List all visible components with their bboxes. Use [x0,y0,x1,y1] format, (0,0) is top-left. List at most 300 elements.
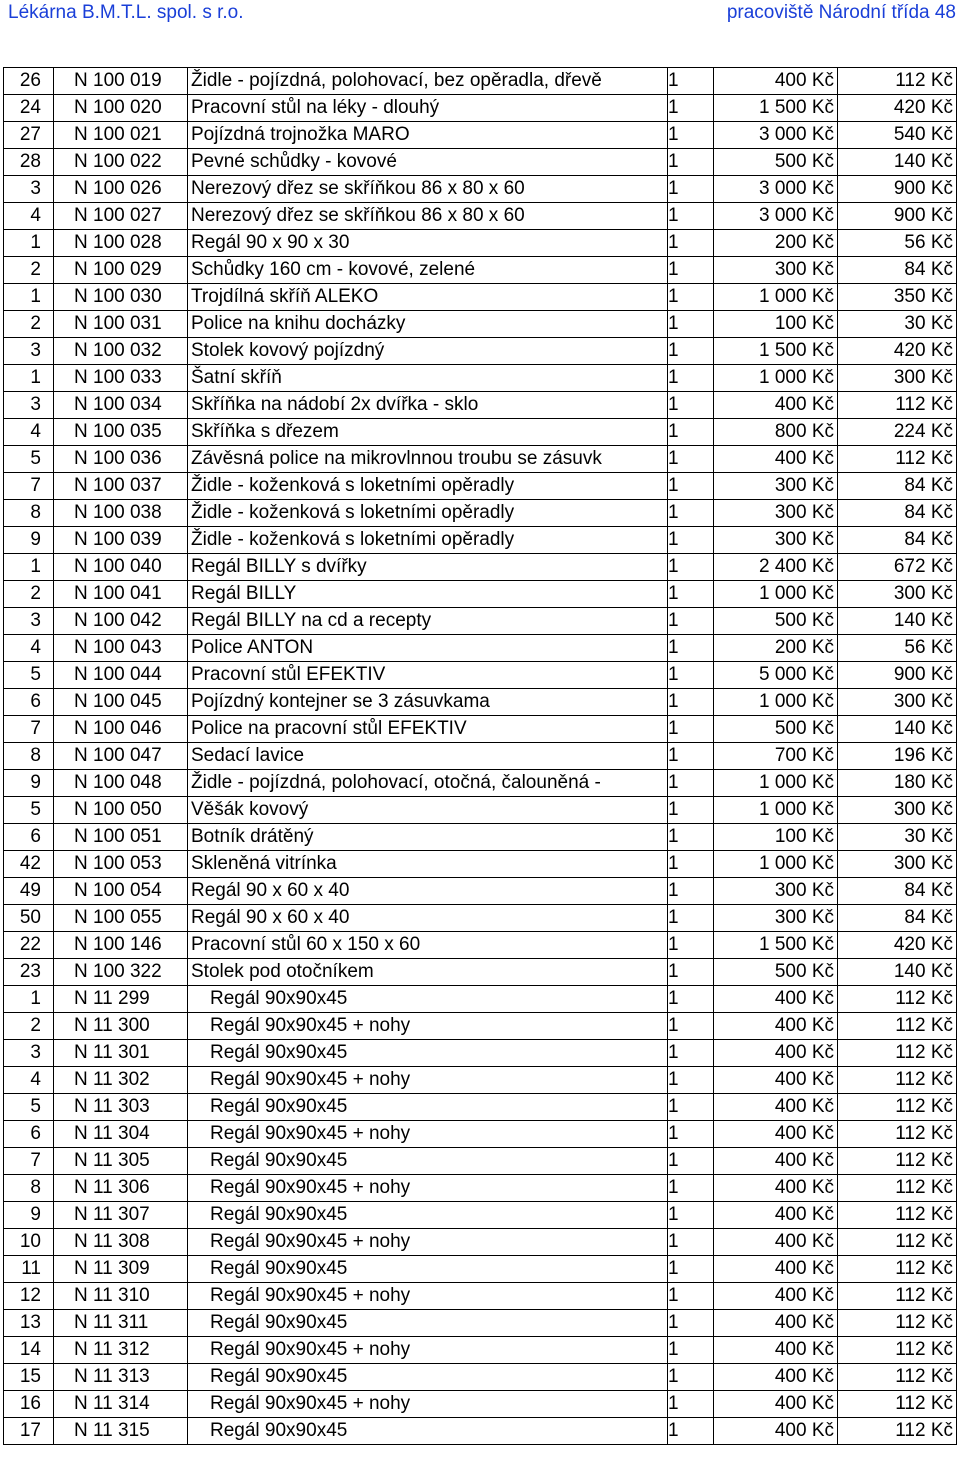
row-number-cell: 4 [4,635,54,662]
table-row [4,1121,957,1148]
inventory-code-cell: N 100 322 [54,959,188,986]
price-cell: 500 Kč [714,716,838,743]
row-number-cell: 14 [4,1337,54,1364]
row-number-cell: 16 [4,1391,54,1418]
item-name-cell: Regál 90x90x45 [188,1364,668,1391]
price-cell: 400 Kč [714,1040,838,1067]
quantity-cell: 1 [668,1094,714,1121]
row-number-cell: 2 [4,257,54,284]
item-name-cell: Nerezový dřez se skříňkou 86 x 80 x 60 [188,176,668,203]
price-cell: 300 Kč [714,905,838,932]
quantity-cell: 1 [668,446,714,473]
table-row [4,257,957,284]
inventory-table [3,67,957,1445]
row-number-cell: 3 [4,338,54,365]
table-row [4,1013,957,1040]
inventory-code-cell: N 100 019 [54,68,188,95]
inventory-code-cell: N 11 307 [54,1202,188,1229]
price-cell: 1 500 Kč [714,95,838,122]
value-cell: 112 Kč [838,1310,957,1337]
value-cell: 112 Kč [838,1229,957,1256]
item-name-cell: Pracovní stůl EFEKTIV [188,662,668,689]
quantity-cell: 1 [668,851,714,878]
row-number-cell: 2 [4,311,54,338]
row-number-cell: 5 [4,446,54,473]
inventory-code-cell: N 100 030 [54,284,188,311]
quantity-cell: 1 [668,95,714,122]
item-name-cell: Pevné schůdky - kovové [188,149,668,176]
value-cell: 112 Kč [838,1391,957,1418]
price-cell: 300 Kč [714,878,838,905]
item-name-cell: Regál BILLY s dvířky [188,554,668,581]
price-cell: 3 000 Kč [714,176,838,203]
quantity-cell: 1 [668,338,714,365]
item-name-cell: Pojízdná trojnožka MARO [188,122,668,149]
quantity-cell: 1 [668,1067,714,1094]
value-cell: 224 Kč [838,419,957,446]
price-cell: 1 000 Kč [714,284,838,311]
table-row [4,230,957,257]
row-number-cell: 1 [4,986,54,1013]
inventory-code-cell: N 100 051 [54,824,188,851]
price-cell: 400 Kč [714,1283,838,1310]
inventory-code-cell: N 100 034 [54,392,188,419]
inventory-code-cell: N 11 315 [54,1418,188,1445]
price-cell: 400 Kč [714,1148,838,1175]
quantity-cell: 1 [668,1310,714,1337]
item-name-cell: Regál BILLY [188,581,668,608]
row-number-cell: 2 [4,1013,54,1040]
quantity-cell: 1 [668,770,714,797]
table-row [4,986,957,1013]
table-row [4,68,957,95]
item-name-cell: Skleněná vitrínka [188,851,668,878]
row-number-cell: 3 [4,176,54,203]
row-number-cell: 42 [4,851,54,878]
value-cell: 420 Kč [838,95,957,122]
table-row [4,743,957,770]
row-number-cell: 50 [4,905,54,932]
value-cell: 672 Kč [838,554,957,581]
value-cell: 112 Kč [838,1067,957,1094]
quantity-cell: 1 [668,527,714,554]
price-cell: 400 Kč [714,1094,838,1121]
quantity-cell: 1 [668,1148,714,1175]
item-name-cell: Regál 90x90x45 [188,1418,668,1445]
table-row [4,635,957,662]
quantity-cell: 1 [668,365,714,392]
row-number-cell: 26 [4,68,54,95]
value-cell: 112 Kč [838,1148,957,1175]
price-cell: 100 Kč [714,824,838,851]
inventory-code-cell: N 11 299 [54,986,188,1013]
quantity-cell: 1 [668,1418,714,1445]
value-cell: 84 Kč [838,257,957,284]
row-number-cell: 5 [4,797,54,824]
item-name-cell: Regál 90x90x45 + nohy [188,1391,668,1418]
value-cell: 84 Kč [838,473,957,500]
item-name-cell: Regál 90x90x45 [188,1310,668,1337]
table-row [4,581,957,608]
item-name-cell: Regál 90 x 60 x 40 [188,905,668,932]
value-cell: 84 Kč [838,527,957,554]
item-name-cell: Židle - koženková s loketními opěradly [188,500,668,527]
row-number-cell: 1 [4,365,54,392]
table-row [4,500,957,527]
table-row [4,1229,957,1256]
row-number-cell: 1 [4,230,54,257]
table-row [4,1310,957,1337]
quantity-cell: 1 [668,824,714,851]
row-number-cell: 8 [4,500,54,527]
table-row [4,1067,957,1094]
table-row [4,1256,957,1283]
quantity-cell: 1 [668,230,714,257]
company-name: Lékárna B.M.T.L. spol. s r.o. [8,2,244,23]
price-cell: 400 Kč [714,1256,838,1283]
inventory-code-cell: N 11 311 [54,1310,188,1337]
table-row [4,554,957,581]
quantity-cell: 1 [668,392,714,419]
row-number-cell: 49 [4,878,54,905]
item-name-cell: Police na pracovní stůl EFEKTIV [188,716,668,743]
row-number-cell: 9 [4,527,54,554]
item-name-cell: Regál 90x90x45 [188,1202,668,1229]
row-number-cell: 6 [4,824,54,851]
price-cell: 400 Kč [714,446,838,473]
row-number-cell: 6 [4,1121,54,1148]
value-cell: 350 Kč [838,284,957,311]
value-cell: 900 Kč [838,662,957,689]
row-number-cell: 27 [4,122,54,149]
row-number-cell: 7 [4,716,54,743]
row-number-cell: 8 [4,743,54,770]
value-cell: 112 Kč [838,1364,957,1391]
price-cell: 400 Kč [714,1337,838,1364]
inventory-code-cell: N 11 309 [54,1256,188,1283]
value-cell: 140 Kč [838,608,957,635]
value-cell: 300 Kč [838,689,957,716]
row-number-cell: 2 [4,581,54,608]
row-number-cell: 23 [4,959,54,986]
item-name-cell: Regál 90x90x45 + nohy [188,1229,668,1256]
inventory-code-cell: N 100 039 [54,527,188,554]
price-cell: 400 Kč [714,1418,838,1445]
quantity-cell: 1 [668,1121,714,1148]
inventory-code-cell: N 11 305 [54,1148,188,1175]
value-cell: 900 Kč [838,203,957,230]
quantity-cell: 1 [668,959,714,986]
item-name-cell: Regál BILLY na cd a recepty [188,608,668,635]
inventory-code-cell: N 100 026 [54,176,188,203]
quantity-cell: 1 [668,635,714,662]
row-number-cell: 3 [4,1040,54,1067]
row-number-cell: 7 [4,1148,54,1175]
inventory-code-cell: N 100 040 [54,554,188,581]
value-cell: 30 Kč [838,311,957,338]
value-cell: 300 Kč [838,581,957,608]
inventory-code-cell: N 11 304 [54,1121,188,1148]
price-cell: 300 Kč [714,257,838,284]
value-cell: 112 Kč [838,1283,957,1310]
inventory-code-cell: N 100 044 [54,662,188,689]
price-cell: 400 Kč [714,1391,838,1418]
item-name-cell: Regál 90x90x45 + nohy [188,1067,668,1094]
table-row [4,122,957,149]
quantity-cell: 1 [668,68,714,95]
value-cell: 900 Kč [838,176,957,203]
value-cell: 112 Kč [838,1337,957,1364]
item-name-cell: Šatní skříň [188,365,668,392]
row-number-cell: 6 [4,689,54,716]
table-row [4,662,957,689]
value-cell: 300 Kč [838,797,957,824]
price-cell: 400 Kč [714,1067,838,1094]
inventory-code-cell: N 100 043 [54,635,188,662]
table-row [4,824,957,851]
inventory-code-cell: N 100 038 [54,500,188,527]
price-cell: 1 000 Kč [714,851,838,878]
quantity-cell: 1 [668,1283,714,1310]
price-cell: 400 Kč [714,986,838,1013]
value-cell: 112 Kč [838,986,957,1013]
price-cell: 1 000 Kč [714,581,838,608]
inventory-code-cell: N 100 028 [54,230,188,257]
row-number-cell: 15 [4,1364,54,1391]
quantity-cell: 1 [668,743,714,770]
row-number-cell: 13 [4,1310,54,1337]
price-cell: 3 000 Kč [714,122,838,149]
item-name-cell: Sedací lavice [188,743,668,770]
item-name-cell: Schůdky 160 cm - kovové, zelené [188,257,668,284]
value-cell: 196 Kč [838,743,957,770]
value-cell: 112 Kč [838,1094,957,1121]
inventory-code-cell: N 11 301 [54,1040,188,1067]
item-name-cell: Regál 90x90x45 [188,1094,668,1121]
inventory-code-cell: N 11 306 [54,1175,188,1202]
item-name-cell: Regál 90x90x45 + nohy [188,1175,668,1202]
item-name-cell: Pracovní stůl 60 x 150 x 60 [188,932,668,959]
quantity-cell: 1 [668,662,714,689]
item-name-cell: Regál 90x90x45 + nohy [188,1337,668,1364]
price-cell: 3 000 Kč [714,203,838,230]
quantity-cell: 1 [668,284,714,311]
row-number-cell: 12 [4,1283,54,1310]
quantity-cell: 1 [668,473,714,500]
quantity-cell: 1 [668,149,714,176]
inventory-code-cell: N 100 042 [54,608,188,635]
item-name-cell: Pracovní stůl na léky - dlouhý [188,95,668,122]
inventory-code-cell: N 100 050 [54,797,188,824]
item-name-cell: Regál 90x90x45 [188,1256,668,1283]
item-name-cell: Regál 90x90x45 [188,986,668,1013]
value-cell: 112 Kč [838,1013,957,1040]
page-header [0,0,960,30]
value-cell: 420 Kč [838,932,957,959]
value-cell: 56 Kč [838,230,957,257]
inventory-code-cell: N 100 053 [54,851,188,878]
quantity-cell: 1 [668,257,714,284]
inventory-code-cell: N 100 029 [54,257,188,284]
table-row [4,851,957,878]
table-row [4,608,957,635]
item-name-cell: Botník drátěný [188,824,668,851]
value-cell: 112 Kč [838,1418,957,1445]
table-row [4,1418,957,1445]
item-name-cell: Regál 90x90x45 + nohy [188,1283,668,1310]
quantity-cell: 1 [668,1175,714,1202]
value-cell: 540 Kč [838,122,957,149]
inventory-code-cell: N 100 054 [54,878,188,905]
value-cell: 112 Kč [838,1202,957,1229]
table-row [4,1364,957,1391]
quantity-cell: 1 [668,1391,714,1418]
inventory-code-cell: N 100 045 [54,689,188,716]
table-row [4,1202,957,1229]
value-cell: 84 Kč [838,905,957,932]
table-row [4,770,957,797]
row-number-cell: 10 [4,1229,54,1256]
value-cell: 112 Kč [838,68,957,95]
item-name-cell: Police na knihu docházky [188,311,668,338]
item-name-cell: Regál 90 x 90 x 30 [188,230,668,257]
inventory-code-cell: N 100 048 [54,770,188,797]
value-cell: 112 Kč [838,446,957,473]
row-number-cell: 9 [4,770,54,797]
inventory-code-cell: N 100 037 [54,473,188,500]
table-row [4,1283,957,1310]
price-cell: 1 500 Kč [714,338,838,365]
quantity-cell: 1 [668,1256,714,1283]
item-name-cell: Židle - koženková s loketními opěradly [188,527,668,554]
price-cell: 700 Kč [714,743,838,770]
item-name-cell: Závěsná police na mikrovlnnou troubu se zásuvk [188,446,668,473]
value-cell: 84 Kč [838,878,957,905]
table-row [4,419,957,446]
value-cell: 112 Kč [838,1175,957,1202]
quantity-cell: 1 [668,716,714,743]
price-cell: 400 Kč [714,1364,838,1391]
row-number-cell: 9 [4,1202,54,1229]
item-name-cell: Židle - koženková s loketními opěradly [188,473,668,500]
table-row [4,1094,957,1121]
workplace-location: pracoviště Národní třída 48 [726,2,956,23]
price-cell: 1 500 Kč [714,932,838,959]
price-cell: 500 Kč [714,608,838,635]
item-name-cell: Stolek kovový pojízdný [188,338,668,365]
table-row [4,689,957,716]
price-cell: 300 Kč [714,527,838,554]
inventory-code-cell: N 100 021 [54,122,188,149]
item-name-cell: Pojízdný kontejner se 3 zásuvkama [188,689,668,716]
price-cell: 500 Kč [714,959,838,986]
price-cell: 400 Kč [714,392,838,419]
item-name-cell: Židle - pojízdná, polohovací, otočná, čalouněná - [188,770,668,797]
inventory-code-cell: N 100 047 [54,743,188,770]
value-cell: 140 Kč [838,959,957,986]
row-number-cell: 8 [4,1175,54,1202]
price-cell: 2 400 Kč [714,554,838,581]
value-cell: 112 Kč [838,392,957,419]
price-cell: 200 Kč [714,230,838,257]
item-name-cell: Regál 90x90x45 + nohy [188,1013,668,1040]
row-number-cell: 4 [4,419,54,446]
inventory-code-cell: N 11 300 [54,1013,188,1040]
quantity-cell: 1 [668,581,714,608]
value-cell: 30 Kč [838,824,957,851]
quantity-cell: 1 [668,419,714,446]
price-cell: 1 000 Kč [714,797,838,824]
inventory-code-cell: N 11 314 [54,1391,188,1418]
row-number-cell: 5 [4,1094,54,1121]
row-number-cell: 5 [4,662,54,689]
table-row [4,284,957,311]
quantity-cell: 1 [668,500,714,527]
item-name-cell: Trojdílná skříň ALEKO [188,284,668,311]
table-row [4,527,957,554]
row-number-cell: 4 [4,203,54,230]
inventory-code-cell: N 11 310 [54,1283,188,1310]
inventory-code-cell: N 100 055 [54,905,188,932]
table-row [4,1391,957,1418]
price-cell: 300 Kč [714,473,838,500]
price-cell: 1 000 Kč [714,689,838,716]
row-number-cell: 28 [4,149,54,176]
table-row [4,392,957,419]
inventory-code-cell: N 100 036 [54,446,188,473]
item-name-cell: Stolek pod otočníkem [188,959,668,986]
table-row [4,473,957,500]
price-cell: 200 Kč [714,635,838,662]
inventory-code-cell: N 100 031 [54,311,188,338]
value-cell: 84 Kč [838,500,957,527]
price-cell: 400 Kč [714,1229,838,1256]
row-number-cell: 1 [4,554,54,581]
row-number-cell: 3 [4,608,54,635]
table-row [4,203,957,230]
row-number-cell: 3 [4,392,54,419]
quantity-cell: 1 [668,932,714,959]
price-cell: 400 Kč [714,1013,838,1040]
item-name-cell: Regál 90x90x45 + nohy [188,1121,668,1148]
item-name-cell: Věšák kovový [188,797,668,824]
row-number-cell: 4 [4,1067,54,1094]
item-name-cell: Nerezový dřez se skříňkou 86 x 80 x 60 [188,203,668,230]
table-row [4,959,957,986]
price-cell: 400 Kč [714,1202,838,1229]
inventory-code-cell: N 100 020 [54,95,188,122]
inventory-code-cell: N 11 308 [54,1229,188,1256]
quantity-cell: 1 [668,797,714,824]
inventory-code-cell: N 11 313 [54,1364,188,1391]
table-row [4,446,957,473]
quantity-cell: 1 [668,311,714,338]
inventory-code-cell: N 100 033 [54,365,188,392]
row-number-cell: 22 [4,932,54,959]
row-number-cell: 11 [4,1256,54,1283]
inventory-code-cell: N 100 032 [54,338,188,365]
table-row [4,95,957,122]
value-cell: 140 Kč [838,149,957,176]
table-row [4,878,957,905]
table-row [4,311,957,338]
inventory-code-cell: N 100 046 [54,716,188,743]
price-cell: 400 Kč [714,1310,838,1337]
price-cell: 400 Kč [714,1175,838,1202]
value-cell: 112 Kč [838,1121,957,1148]
inventory-code-cell: N 100 035 [54,419,188,446]
table-row [4,932,957,959]
